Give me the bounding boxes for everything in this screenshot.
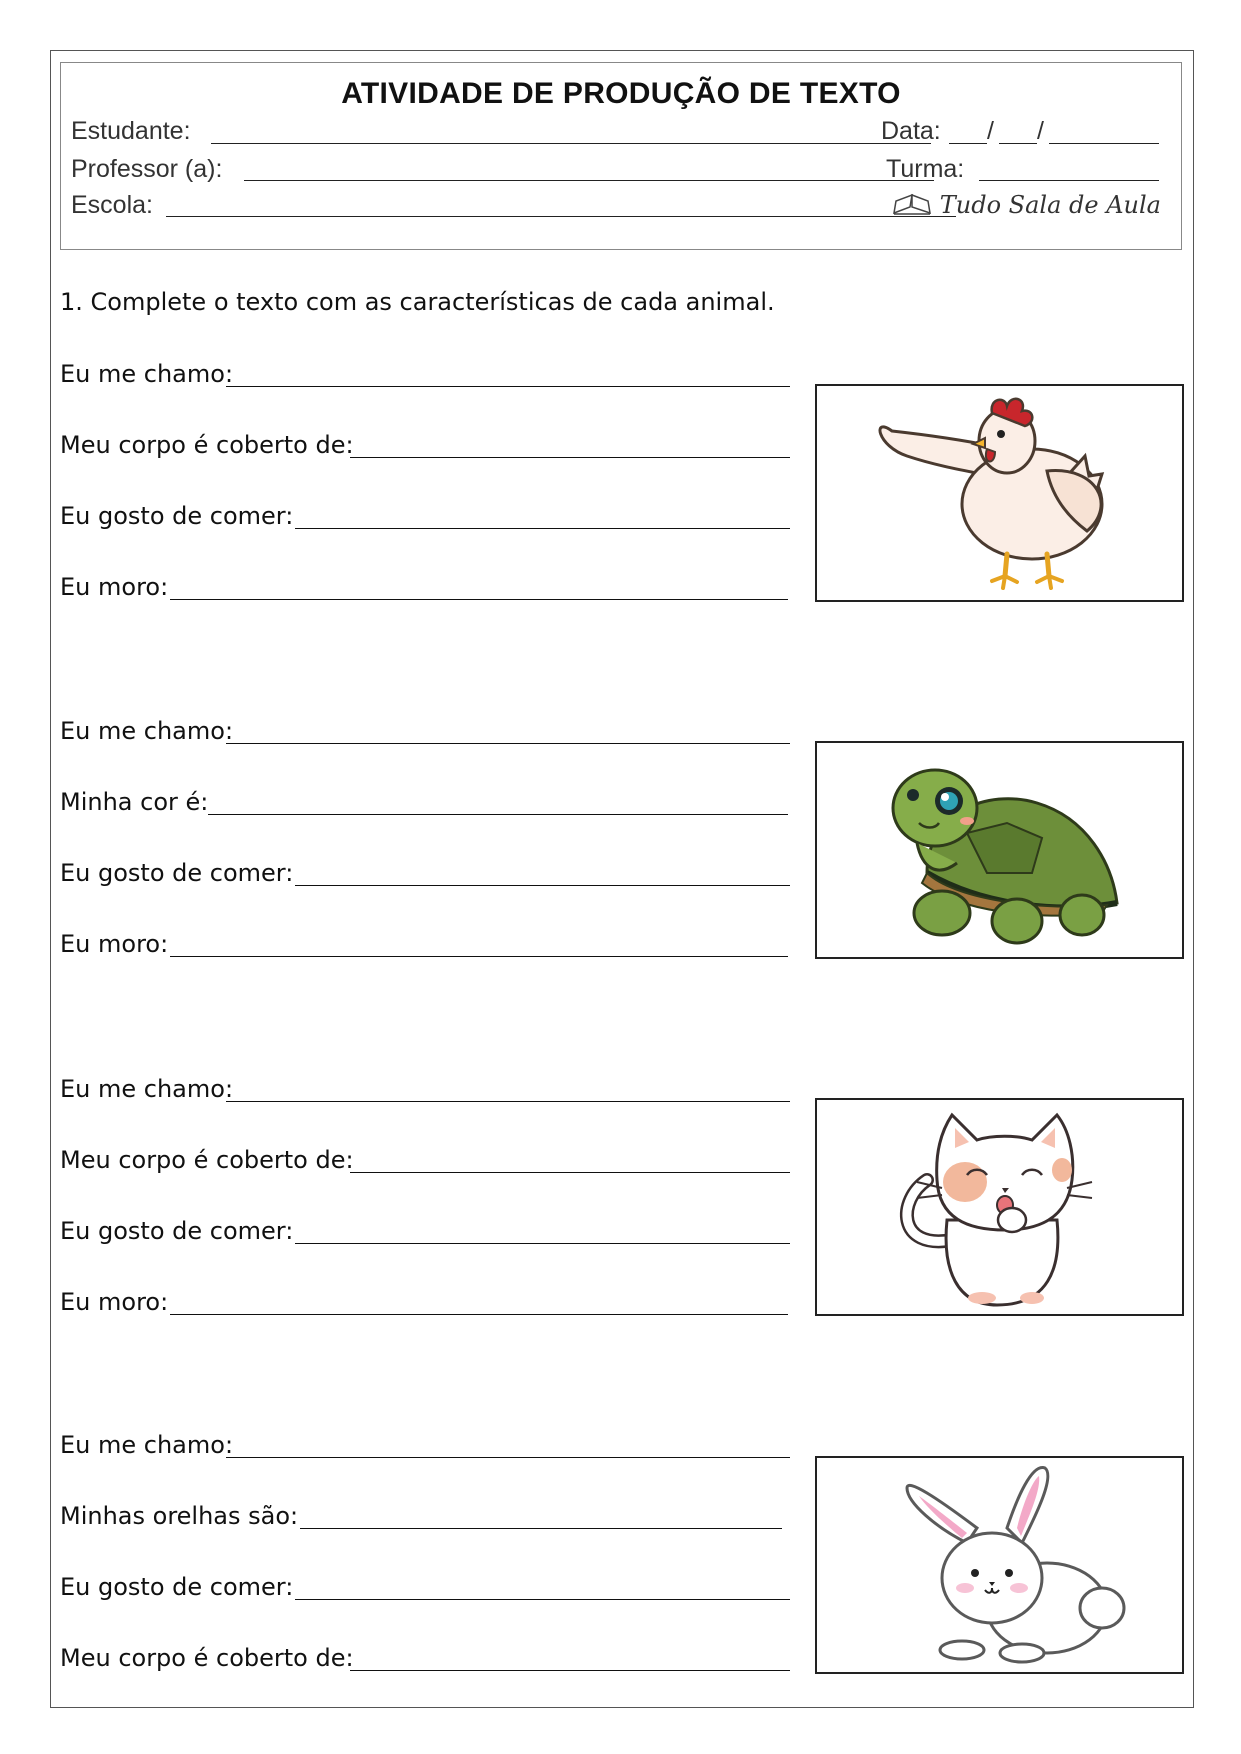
- worksheet-title: ATIVIDADE DE PRODUÇÃO DE TEXTO: [341, 77, 901, 110]
- answer-line[interactable]: [170, 1314, 788, 1315]
- field-label: Eu me chamo:: [60, 717, 234, 745]
- date-month-line[interactable]: [999, 143, 1037, 144]
- field-label: Meu corpo é coberto de:: [60, 1146, 354, 1174]
- field-label: Eu gosto de comer:: [60, 1573, 294, 1601]
- answer-line[interactable]: [170, 956, 788, 957]
- field-label: Eu moro:: [60, 573, 169, 601]
- date-label: Data:: [881, 117, 941, 145]
- book-icon: [892, 191, 932, 217]
- date-day-line[interactable]: [949, 143, 987, 144]
- answer-line[interactable]: [226, 386, 790, 387]
- answer-line[interactable]: [350, 457, 790, 458]
- cat-image-box: [815, 1098, 1184, 1316]
- field-label: Meu corpo é coberto de:: [60, 431, 354, 459]
- student-label: Estudante:: [71, 117, 191, 145]
- field-label: Eu me chamo:: [60, 1075, 234, 1103]
- field-label: Eu moro:: [60, 930, 169, 958]
- class-line[interactable]: [979, 180, 1159, 181]
- brand-logo: [892, 191, 1161, 219]
- teacher-name-line[interactable]: [244, 180, 934, 181]
- chicken-icon: [817, 386, 1182, 600]
- answer-line[interactable]: [226, 1457, 790, 1458]
- date-year-line[interactable]: [1049, 143, 1159, 144]
- answer-line[interactable]: [295, 1599, 790, 1600]
- field-label: Eu me chamo:: [60, 1431, 234, 1459]
- rabbit-icon: [817, 1458, 1182, 1672]
- school-name-line[interactable]: [166, 216, 956, 217]
- answer-line[interactable]: [295, 885, 790, 886]
- school-label: Escola:: [71, 191, 153, 219]
- answer-line[interactable]: [208, 814, 788, 815]
- field-label: Eu gosto de comer:: [60, 859, 294, 887]
- teacher-label: Professor (a):: [71, 155, 223, 183]
- date-separator-2: /: [1037, 117, 1044, 145]
- answer-line[interactable]: [295, 1243, 790, 1244]
- date-separator-1: /: [987, 117, 994, 145]
- answer-line[interactable]: [170, 599, 788, 600]
- chicken-image-box: [815, 384, 1184, 602]
- answer-line[interactable]: [350, 1172, 790, 1173]
- answer-line[interactable]: [226, 743, 790, 744]
- class-label: Turma:: [886, 155, 965, 183]
- turtle-image-box: [815, 741, 1184, 959]
- field-label: Minha cor é:: [60, 788, 209, 816]
- field-label: Eu gosto de comer:: [60, 502, 294, 530]
- field-label: Eu moro:: [60, 1288, 169, 1316]
- student-name-line[interactable]: [211, 143, 931, 144]
- turtle-icon: [817, 743, 1182, 957]
- worksheet-header: [60, 62, 1182, 250]
- answer-line[interactable]: [226, 1101, 790, 1102]
- instruction-text: 1. Complete o texto com as características de cada animal.: [60, 288, 775, 316]
- rabbit-image-box: [815, 1456, 1184, 1674]
- answer-line[interactable]: [300, 1528, 782, 1529]
- cat-icon: [817, 1100, 1182, 1314]
- field-label: Meu corpo é coberto de:: [60, 1644, 354, 1672]
- logo-text: Tudo Sala de Aula: [939, 191, 1161, 219]
- field-label: Minhas orelhas são:: [60, 1502, 299, 1530]
- field-label: Eu gosto de comer:: [60, 1217, 294, 1245]
- field-label: Eu me chamo:: [60, 360, 234, 388]
- answer-line[interactable]: [295, 528, 790, 529]
- answer-line[interactable]: [350, 1670, 790, 1671]
